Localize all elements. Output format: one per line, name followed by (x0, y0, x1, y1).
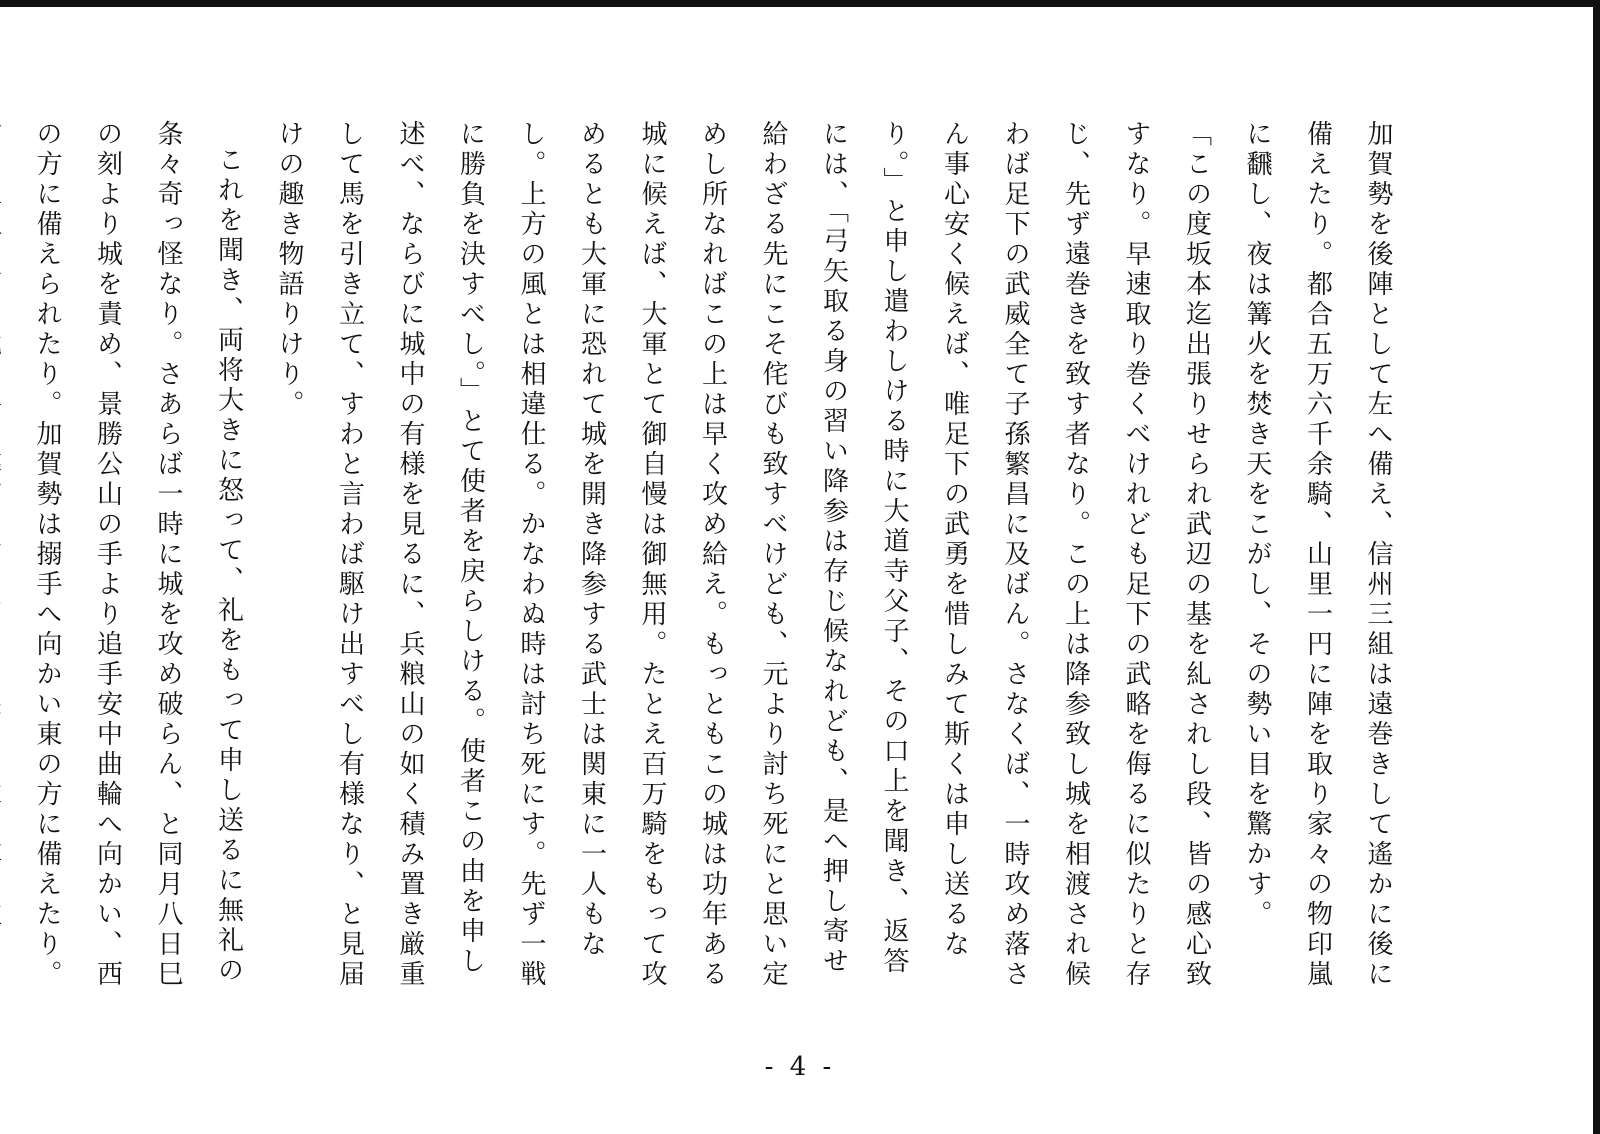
document-text (32, 120, 1408, 1000)
page-number: - 4 - (764, 1052, 836, 1082)
paragraph-1: 加賀勢を後陣として左へ備え、信州三組は遠巻きして遙かに後に備えたり。都合五万六千余騎、山里一円に陣を取り家々の物印嵐に飜し、夜は篝火を焚き天をこがし、その勢い目を驚かす。 (1242, 120, 1393, 990)
scan-top-border (0, 0, 1600, 7)
paragraph-3: これを聞き、両将大きに怒って、礼をもって申し送るに無礼の条々奇っ怪なり。さあらば一時に城を攻め破らん、と同月八日巳の刻より城を責め、景勝公山の手より追手安中曲輪へ向かい、西の方に備えられたり。加賀勢は搦手へ向かい東の方に備えたり。 (32, 120, 244, 990)
paragraph-2: 「この度坂本迄出張りせられ武辺の基を糺されし段、皆の感心致すなり。早速取り巻くべけれども足下の武略を侮るに似たりと存じ、先ず遠巻きを致す者なり。この上は降参致し城を相渡され候わば足下の武威全て子孫繁昌に及ばん。さなくば、一時攻め落さん事心安く候えば、唯足下の武勇を惜しみて斯くは申し送るなり。」と申し遣わしける時に大道寺父子、その口上を聞き、返答には、「弓矢取る身の習い降参は存じ候なれども、是へ押し寄せ給わざる先にこそ侘びも致すべけども、元より討ち死にと思い定めし所なればこの上は早く攻め給え。もっともこの城は功年ある城に候えば、大軍とて御自慢は御無用。たとえ百万騎をもって攻めるとも大軍に恐れて城を開き降参する武士は関東に一人もなし。上方の風とは相違仕る。かなわぬ時は討ち死にす。先ず一戦に勝負を決すべし。」とて使者を戻らしける。使者この由を申し述べ、ならびに城中の有様を見るに、兵粮山の如く積み置き厳重して馬を引き立て、すわと言わば駆け出すべし有様なり、と見届けの趣き物語りけり。 (274, 120, 1212, 990)
scan-right-border (1593, 0, 1600, 1134)
